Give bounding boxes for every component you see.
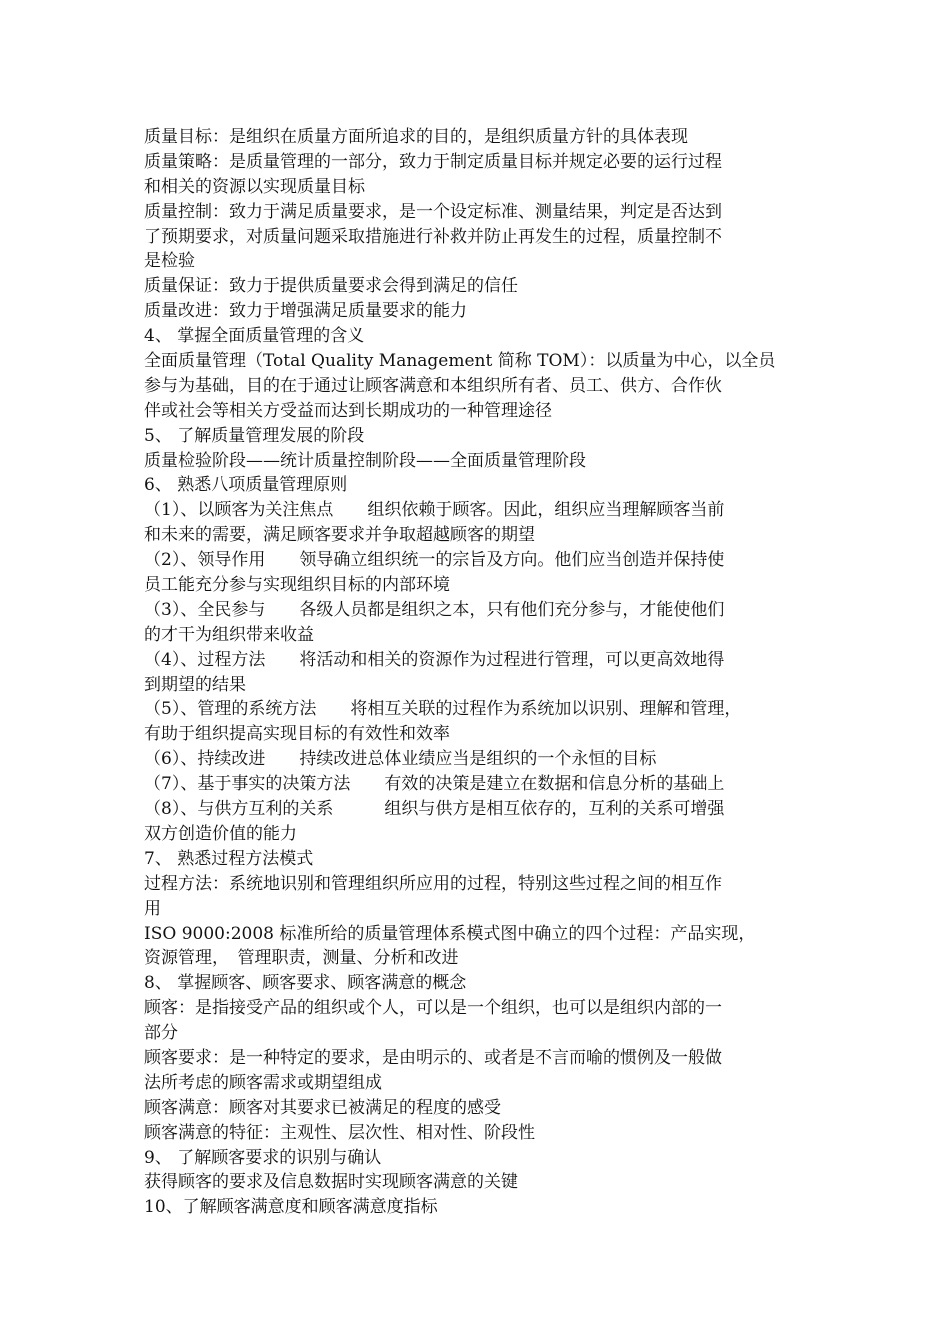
text-line: 有助于组织提高实现目标的有效性和效率: [144, 724, 450, 745]
text-line: 过程方法：系统地识别和管理组织所应用的过程，特别这些过程之间的相互作: [144, 873, 722, 894]
text-line: 双方创造价值的能力: [144, 823, 297, 844]
text-line: （6）、持续改进 持续改进总体业绩应当是组织的一个永恒的目标: [144, 749, 657, 770]
text-line: 9、 了解顾客要求的识别与确认: [144, 1147, 382, 1168]
text-line: 顾客要求：是一种特定的要求，是由明示的、或者是不言而喻的惯例及一般做: [144, 1047, 722, 1068]
text-line: （2）、领导作用 领导确立组织统一的宗旨及方向。他们应当创造并保持使: [144, 550, 725, 571]
text-line: （7）、基于事实的决策方法 有效的决策是建立在数据和信息分析的基础上: [144, 774, 725, 795]
text-line: 8、 掌握顾客、顾客要求、顾客满意的概念: [144, 973, 467, 994]
text-line: 的才干为组织带来收益: [144, 624, 314, 645]
text-line: 获得顾客的要求及信息数据时实现顾客满意的关键: [144, 1172, 518, 1193]
text-line: 质量保证：致力于提供质量要求会得到满足的信任: [144, 276, 518, 297]
text-line: 质量策略：是质量管理的一部分，致力于制定质量目标并规定必要的运行过程: [144, 151, 722, 172]
text-line: 顾客满意：顾客对其要求已被满足的程度的感受: [144, 1097, 501, 1118]
text-line: ISO 9000:2008 标准所给的质量管理体系模式图中确立的四个过程：产品实现，: [144, 923, 756, 944]
text-line: 6、 熟悉八项质量管理原则: [144, 475, 348, 496]
document-body: [144, 125, 816, 1220]
text-line: 质量目标：是组织在质量方面所追求的目的，是组织质量方针的具体表现: [144, 127, 688, 147]
text-line: 质量检验阶段——统计质量控制阶段——全面质量管理阶段: [144, 450, 586, 471]
text-line: （1）、以顾客为关注焦点 组织依赖于顾客。因此，组织应当理解顾客当前: [144, 500, 725, 521]
text-line: 5、 了解质量管理发展的阶段: [144, 425, 365, 446]
text-line: 和未来的需要，满足顾客要求并争取超越顾客的期望: [144, 525, 535, 546]
text-line: 质量改进：致力于增强满足质量要求的能力: [144, 301, 467, 322]
text-line: 全面质量管理（Total Quality Management 简称 TOM）：以质量为中心，以全员: [144, 351, 776, 372]
text-line: （5）、管理的系统方法 将相互关联的过程作为系统加以识别、理解和管理，: [144, 699, 742, 720]
text-line: 部分: [144, 1023, 178, 1044]
text-line: 用: [144, 898, 161, 919]
text-line: 是检验: [144, 251, 195, 272]
text-line: 10、了解顾客满意度和顾客满意度指标: [144, 1197, 438, 1218]
text-line: 顾客满意的特征：主观性、层次性、相对性、阶段性: [144, 1122, 535, 1143]
text-line: 到期望的结果: [144, 674, 246, 695]
text-line: 质量控制：致力于满足质量要求，是一个设定标准、测量结果，判定是否达到: [144, 201, 722, 222]
text-line: 7、 熟悉过程方法模式: [144, 848, 314, 869]
text-line: 伴或社会等相关方受益而达到长期成功的一种管理途径: [144, 400, 552, 421]
text-line: 员工能充分参与实现组织目标的内部环境: [144, 575, 450, 596]
text-line: （4）、过程方法 将活动和相关的资源作为过程进行管理，可以更高效地得: [144, 649, 725, 670]
text-line: 4、 掌握全面质量管理的含义: [144, 326, 365, 347]
text-line: 法所考虑的顾客需求或期望组成: [144, 1072, 382, 1093]
text-line: 顾客：是指接受产品的组织或个人，可以是一个组织，也可以是组织内部的一: [144, 998, 722, 1019]
text-line: 了预期要求，对质量问题采取措施进行补救并防止再发生的过程，质量控制不: [144, 226, 722, 247]
text-line: （8）、与供方互利的关系 组织与供方是相互依存的，互利的关系可增强: [144, 799, 725, 820]
text-line: 参与为基础，目的在于通过让顾客满意和本组织所有者、员工、供方、合作伙: [144, 375, 722, 396]
text-line: 和相关的资源以实现质量目标: [144, 176, 365, 197]
text-line: 资源管理， 管理职责，测量、分析和改进: [144, 948, 459, 969]
text-line: （3）、全民参与 各级人员都是组织之本，只有他们充分参与，才能使他们: [144, 599, 725, 620]
